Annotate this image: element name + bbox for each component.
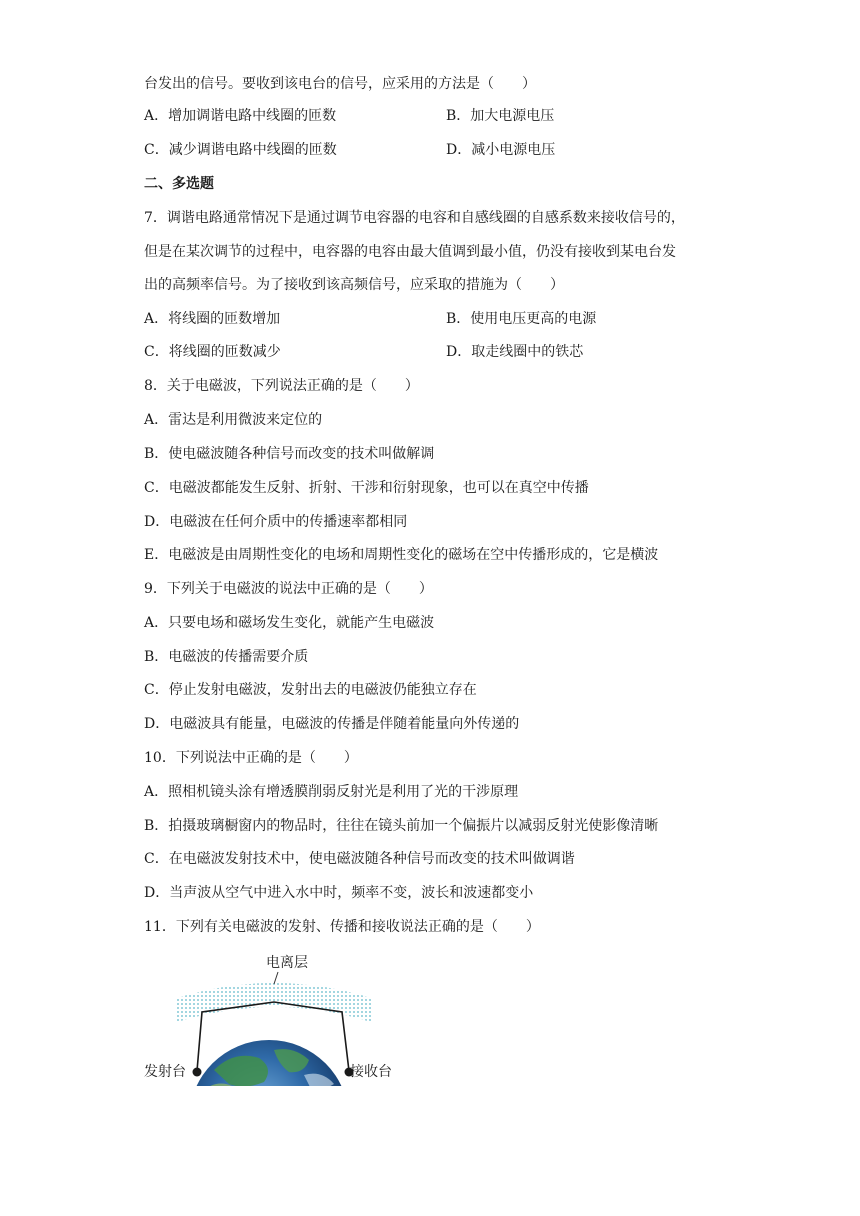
ionosphere-label: 电离层 xyxy=(266,955,308,971)
q7-stem-line-2: 但是在某次调节的过程中，电容器的电容由最大值调到最小值，仍没有接收到某电台发 xyxy=(144,244,676,260)
q11-stem: 11．下列有关电磁波的发射、传播和接收说法正确的是（ ） xyxy=(144,919,540,935)
q6-option-d: D．减小电源电压 xyxy=(446,142,556,158)
q9-option-d: D．电磁波具有能量，电磁波的传播是伴随着能量向外传递的 xyxy=(144,716,520,732)
q9-option-c: C．停止发射电磁波，发射出去的电磁波仍能独立存在 xyxy=(144,682,477,698)
q10-option-c: C．在电磁波发射技术中，使电磁波随各种信号而改变的技术叫做调谐 xyxy=(144,851,575,867)
ionosphere-pointer xyxy=(274,972,278,984)
q8-option-c: C．电磁波都能发生反射、折射、干涉和衍射现象，也可以在真空中传播 xyxy=(144,480,589,496)
q8-option-e: E．电磁波是由周期性变化的电场和周期性变化的磁场在空中传播形成的，它是横波 xyxy=(144,547,659,563)
q7-option-d: D．取走线圈中的铁芯 xyxy=(446,344,584,360)
q8-option-b: B．使电磁波随各种信号而改变的技术叫做解调 xyxy=(144,446,435,462)
q9-option-a: A．只要电场和磁场发生变化，就能产生电磁波 xyxy=(144,615,435,631)
q10-stem: 10．下列说法中正确的是（ ） xyxy=(144,750,358,766)
transmitter-label: 发射台 xyxy=(144,1064,186,1080)
section-heading: 二、多选题 xyxy=(144,176,214,192)
transmitter-dot xyxy=(193,1068,202,1077)
q6-stem-continuation: 台发出的信号。要收到该电台的信号，应采用的方法是（ ） xyxy=(144,76,536,92)
q8-option-a: A．雷达是利用微波来定位的 xyxy=(144,412,323,428)
q6-option-b: B．加大电源电压 xyxy=(446,108,555,124)
earth-globe xyxy=(189,1040,349,1090)
ionosphere-figure xyxy=(144,950,404,1090)
q7-option-a: A．将线圈的匝数增加 xyxy=(144,311,281,327)
q6-option-c: C．减少调谐电路中线圈的匝数 xyxy=(144,142,337,158)
q7-option-b: B．使用电压更高的电源 xyxy=(446,311,597,327)
q10-option-a: A．照相机镜头涂有增透膜削弱反射光是利用了光的干涉原理 xyxy=(144,784,519,800)
q10-option-d: D．当声波从空气中进入水中时，频率不变，波长和波速都变小 xyxy=(144,885,534,901)
receiver-label: 接收台 xyxy=(350,1064,392,1080)
q9-stem: 9．下列关于电磁波的说法中正确的是（ ） xyxy=(144,581,433,597)
q8-option-d: D．电磁波在任何介质中的传播速率都相同 xyxy=(144,514,408,530)
q9-option-b: B．电磁波的传播需要介质 xyxy=(144,649,309,665)
q7-option-c: C．将线圈的匝数减少 xyxy=(144,344,281,360)
q10-option-b: B．拍摄玻璃橱窗内的物品时，往往在镜头前加一个偏振片以减弱反射光使影像清晰 xyxy=(144,818,659,834)
q8-stem: 8．关于电磁波，下列说法正确的是（ ） xyxy=(144,378,419,394)
q7-stem-line-1: 7．调谐电路通常情况下是通过调节电容器的电容和自感线圈的自感系数来接收信号的， xyxy=(144,210,685,226)
q6-option-a: A．增加调谐电路中线圈的匝数 xyxy=(144,108,337,124)
q7-stem-line-3: 出的高频率信号。为了接收到该高频信号，应采取的措施为（ ） xyxy=(144,277,564,293)
